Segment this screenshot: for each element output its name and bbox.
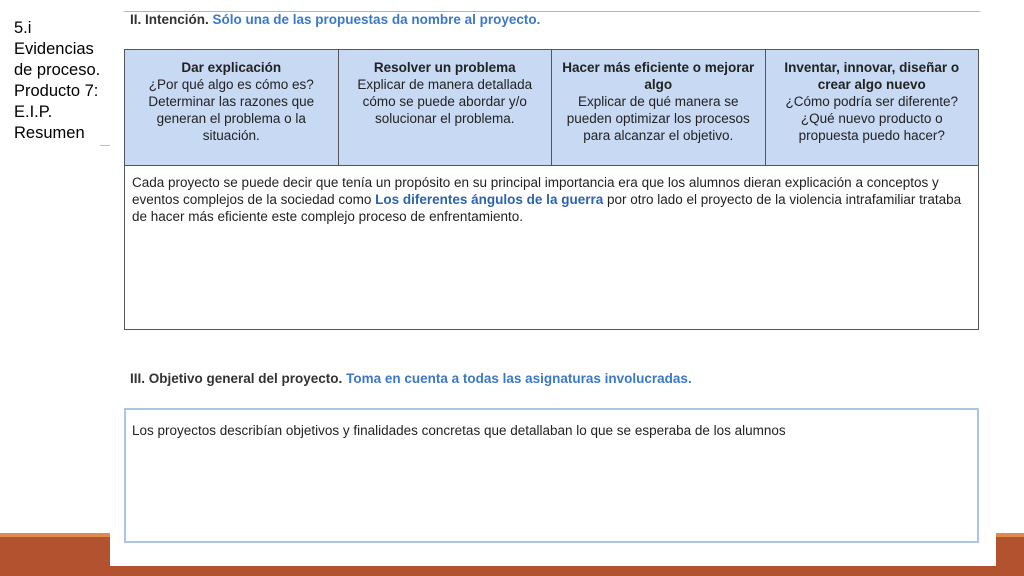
- intent-option-title: Dar explicación: [181, 60, 282, 75]
- side-label-dash: [100, 145, 110, 146]
- slide-side-label: [14, 18, 110, 144]
- intent-option-title: Inventar, innovar, diseñar o crear algo nuevo: [784, 60, 960, 92]
- intent-option-description: Explicar de manera detallada cómo se puede abordar y/o solucionar el problema.: [357, 77, 533, 126]
- objective-response-box: [124, 408, 979, 543]
- intent-option-explain: [125, 50, 338, 165]
- side-label-line: Evidencias: [14, 40, 94, 58]
- side-label-line: E.I.P.: [14, 103, 53, 121]
- intent-section-heading: [130, 12, 540, 27]
- intent-option-title: Resolver un problema: [373, 60, 516, 75]
- objective-heading-accent: Toma en cuenta a todas las asignaturas involucradas.: [346, 371, 692, 386]
- intent-option-improve: [551, 50, 765, 165]
- intent-table-header-row: [125, 50, 978, 166]
- intent-option-description: Explicar de qué manera se pueden optimizar los procesos para alcanzar el objetivo.: [566, 94, 750, 143]
- intent-option-description: ¿Cómo podría ser diferente? ¿Qué nuevo producto o propuesta puedo hacer?: [785, 94, 959, 143]
- intent-option-description: ¿Por qué algo es cómo es? Determinar las razones que generan el problema o la situación.: [148, 77, 315, 143]
- side-label-line: Resumen: [14, 124, 85, 142]
- intent-heading-prefix: II. Intención.: [130, 12, 209, 27]
- objective-heading-prefix: III. Objetivo general del proyecto.: [130, 371, 343, 386]
- intent-table: [124, 49, 979, 330]
- objective-section-heading: [130, 371, 692, 386]
- objective-response-text: Los proyectos describían objetivos y finalidades concretas que detallaban lo que se esperaba de los alumnos: [132, 423, 786, 438]
- side-label-line: Producto 7:: [14, 82, 99, 100]
- intent-option-title: Hacer más eficiente o mejorar algo: [562, 60, 755, 92]
- intent-option-innovate: [765, 50, 979, 165]
- intent-response-after: por otro lado el proyecto de la violencia intrafamiliar trataba de hacer más eficiente este complejo proceso de enfrentamiento.: [132, 192, 962, 224]
- intent-response-highlight: Los diferentes ángulos de la guerra: [375, 192, 604, 207]
- side-label-line: de proceso.: [14, 61, 101, 79]
- intent-heading-accent: Sólo una de las propuestas da nombre al proyecto.: [212, 12, 541, 27]
- intent-response-text: [125, 166, 978, 225]
- intent-response-before: Cada proyecto se puede decir que tenía un propósito en su principal importancia era que los alumnos dieran explicación a conceptos y eventos complejos de la sociedad como: [132, 175, 939, 207]
- intent-option-solve: [338, 50, 552, 165]
- side-label-line: 5.i: [14, 19, 32, 37]
